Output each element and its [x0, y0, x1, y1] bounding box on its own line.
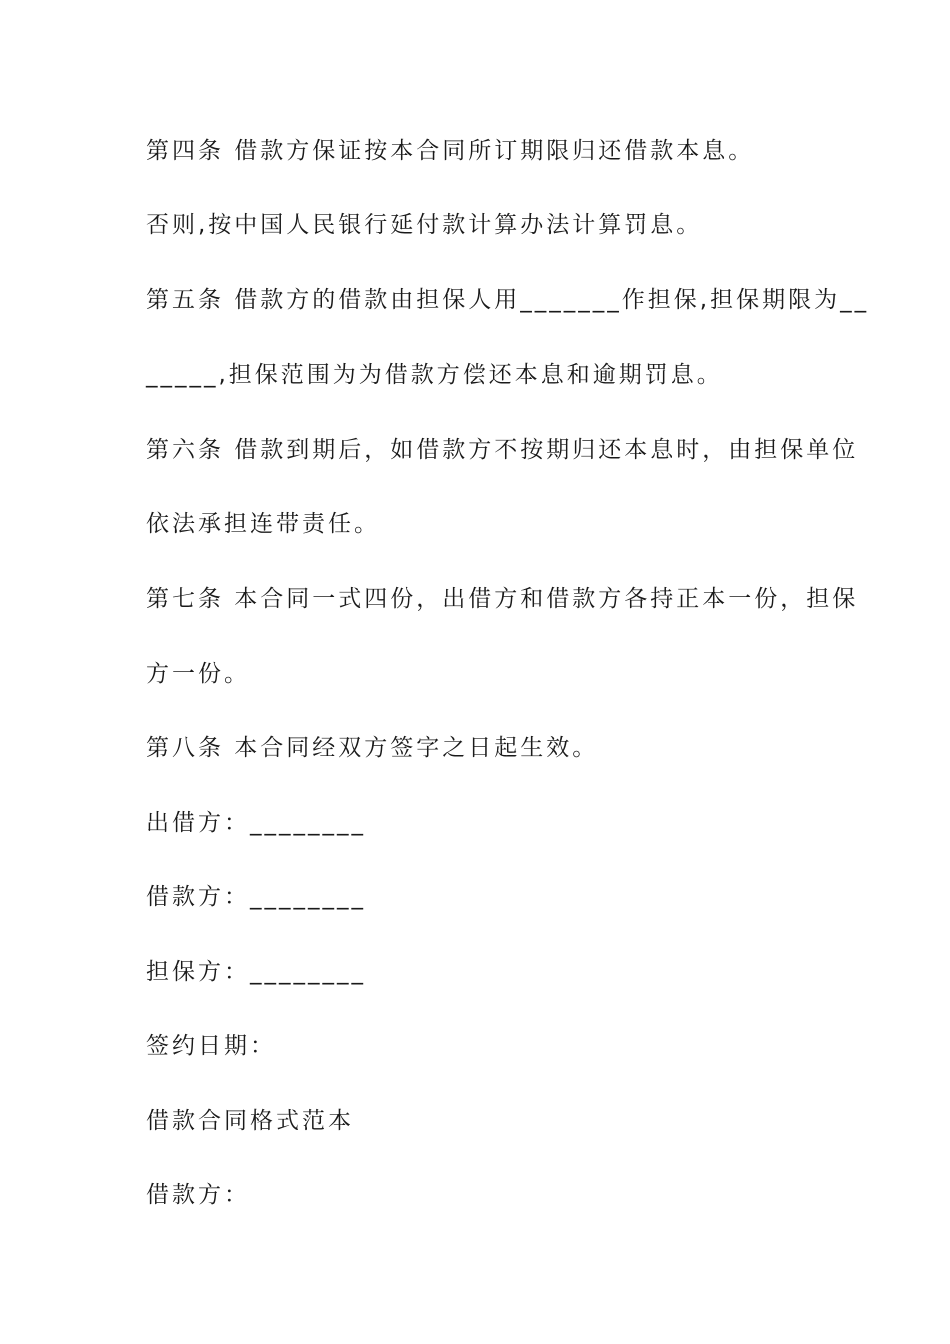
signing-date-line: 签约日期： — [146, 1033, 276, 1059]
clause-7-line-1: 第七条 本合同一式四份，出借方和借款方各持正本一份，担保 — [146, 586, 859, 612]
borrower-signature-line: 借款方：________ — [146, 884, 366, 910]
guarantor-signature-line: 担保方：________ — [146, 959, 366, 985]
clause-7-line-2: 方一份。 — [146, 661, 250, 687]
clause-4-line-1: 第四条 借款方保证按本合同所订期限归还借款本息。 — [146, 138, 755, 164]
clause-6-line-1: 第六条 借款到期后，如借款方不按期归还本息时，由担保单位 — [146, 437, 859, 463]
clause-4-line-2: 否则,按中国人民银行延付款计算办法计算罚息。 — [146, 212, 703, 238]
clause-6-line-2: 依法承担连带责任。 — [146, 511, 380, 537]
section-heading: 借款合同格式范本 — [146, 1108, 354, 1134]
clause-5-line-1: 第五条 借款方的借款由担保人用_______作担保,担保期限为__ — [146, 287, 870, 313]
clause-5-line-2: _____,担保范围为为借款方偿还本息和逾期罚息。 — [146, 362, 723, 388]
clause-8-line: 第八条 本合同经双方签字之日起生效。 — [146, 735, 599, 761]
borrower-label-line: 借款方： — [146, 1182, 250, 1208]
lender-signature-line: 出借方：________ — [146, 810, 366, 836]
